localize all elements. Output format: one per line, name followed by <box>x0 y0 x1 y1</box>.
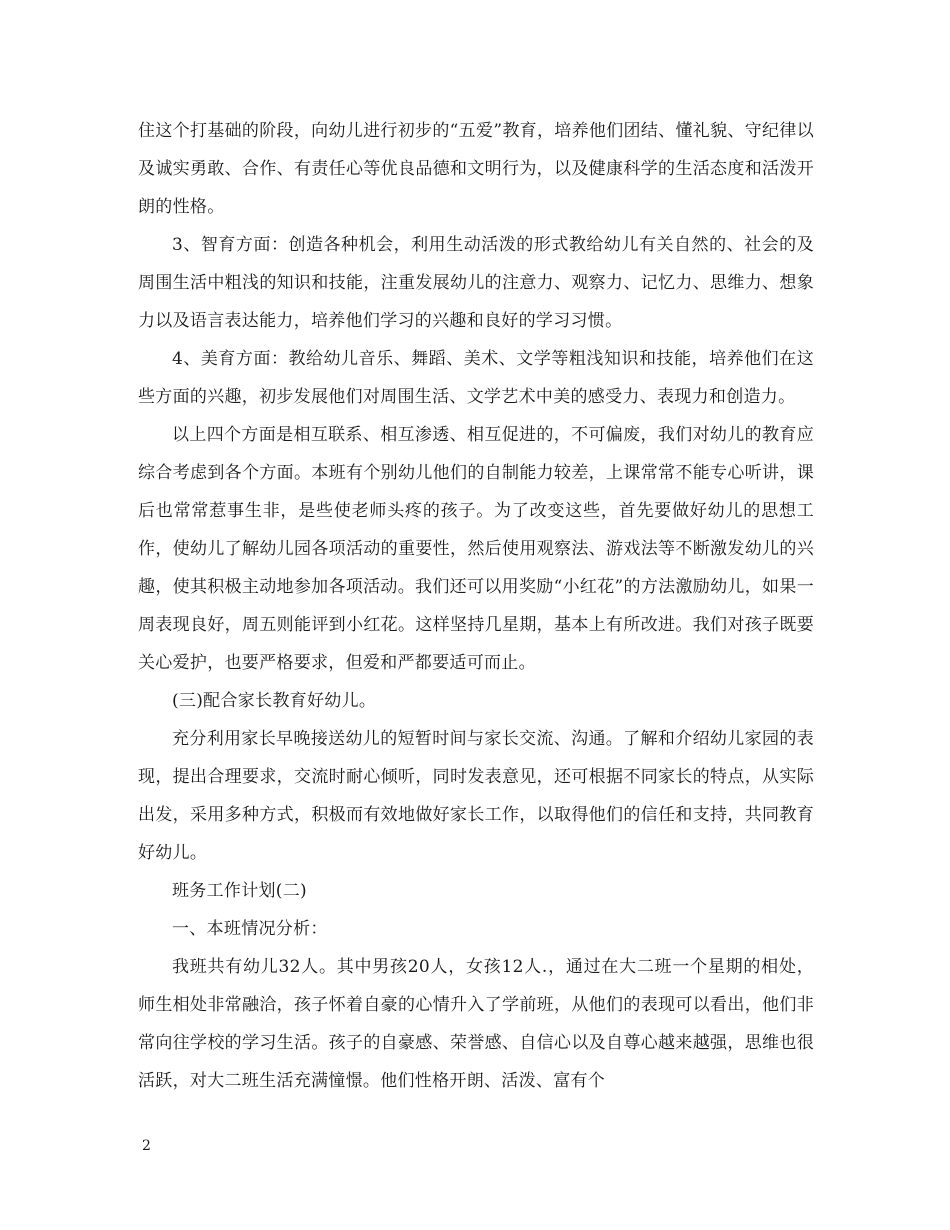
paragraph-moral-education-continued: 住这个打基础的阶段，向幼儿进行初步的“五爱”教育，培养他们团结、懂礼貌、守纪律以及诚实勇敢、合作、有责任心等优良品德和文明行为，以及健康科学的生活态度和活泼开朗的性格。 <box>138 121 814 217</box>
section-heading-class-analysis: 一、本班情况分析： <box>172 919 328 939</box>
section-heading-parent-cooperation: (三)配合家长教育好幼儿。 <box>172 691 377 711</box>
document-body <box>138 112 814 1100</box>
paragraph-class-analysis: 我班共有幼儿32人。其中男孩20人，女孩12人.，通过在大二班一个星期的相处，师生相处非常融洽，孩子怀着自豪的心情升入了学前班，从他们的表现可以看出，他们非常向往学校的学习生活。孩子的自豪感、荣誉感、自信心以及自尊心越来越强，思维也很活跃，对大二班生活充满憧憬。他们性格开朗、活泼、富有个 <box>138 957 814 1091</box>
document-subtitle-plan-two: 班务工作计划(二) <box>172 881 307 901</box>
page-number: 2 <box>142 1138 151 1154</box>
paragraph-intellectual-education: 3、智育方面：创造各种机会，利用生动活泼的形式教给幼儿有关自然的、社会的及周围生活中粗浅的知识和技能，注重发展幼儿的注意力、观察力、记忆力、思维力、想象力以及语言表达能力，培养他们学习的兴趣和良好的学习习惯。 <box>138 235 814 331</box>
paragraph-summary-four-aspects: 以上四个方面是相互联系、相互渗透、相互促进的，不可偏废，我们对幼儿的教育应综合考虑到各个方面。本班有个别幼儿他们的自制能力较差，上课常常不能专心听讲，课后也常常惹事生非，是些使老师头疼的孩子。为了改变这些，首先要做好幼儿的思想工作，使幼儿了解幼儿园各项活动的重要性，然后使用观察法、游戏法等不断激发幼儿的兴趣，使其积极主动地参加各项活动。我们还可以用奖励“小红花”的方法激励幼儿，如果一周表现良好，周五则能评到小红花。这样坚持几星期，基本上有所改进。我们对孩子既要关心爱护，也要严格要求，但爱和严都要适可而止。 <box>138 425 814 673</box>
paragraph-aesthetic-education: 4、美育方面：教给幼儿音乐、舞蹈、美术、文学等粗浅知识和技能，培养他们在这些方面的兴趣，初步发展他们对周围生活、文学艺术中美的感受力、表现力和创造力。 <box>138 349 814 407</box>
paragraph-parent-communication: 充分利用家长早晚接送幼儿的短暂时间与家长交流、沟通。了解和介绍幼儿家园的表现，提出合理要求，交流时耐心倾听，同时发表意见，还可根据不同家长的特点，从实际出发，采用多种方式，积极而有效地做好家长工作，以取得他们的信任和支持，共同教育好幼儿。 <box>138 729 814 863</box>
